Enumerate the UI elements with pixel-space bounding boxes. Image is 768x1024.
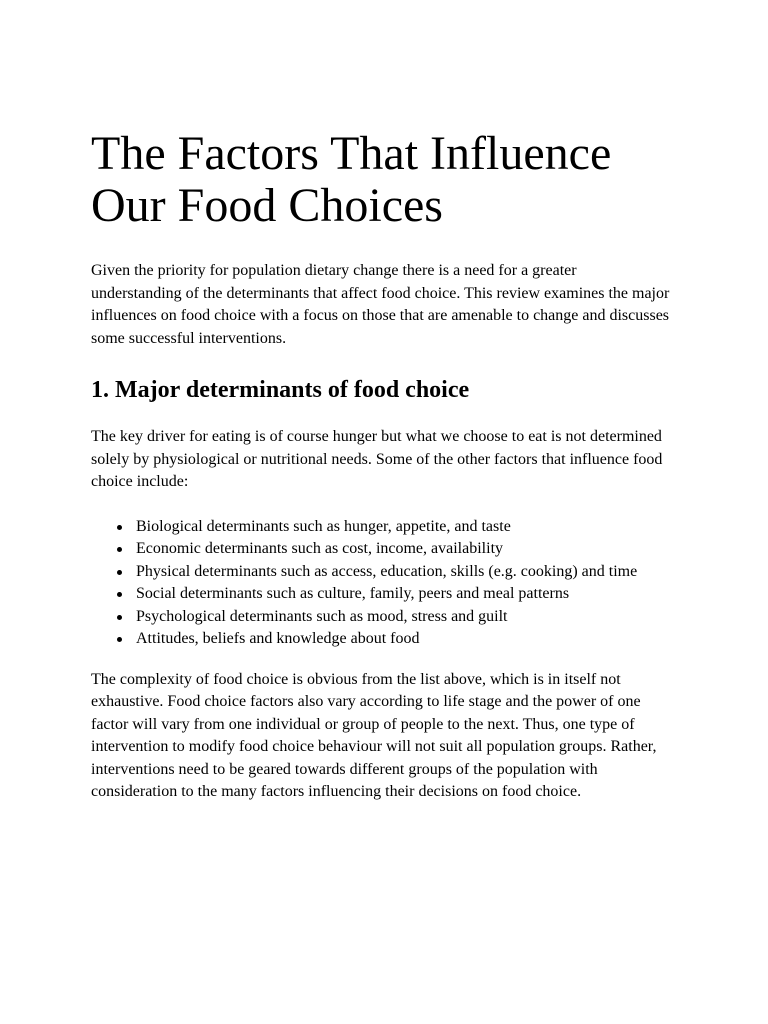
- list-item-text: Biological determinants such as hunger, appetite, and taste: [136, 517, 511, 535]
- bullet-icon: [117, 615, 122, 620]
- list-item-text: Social determinants such as culture, family, peers and meal patterns: [136, 585, 570, 602]
- list-item-text: Psychological determinants such as mood, stress and guilt: [136, 607, 508, 625]
- closing-paragraph: The complexity of food choice is obvious from the list above, which is in itself not exhaustive. Food choice factors also vary according to life stage and the power of one factor will vary from one individual or group of people to the next. Thus, one type of intervention to modify food choice behaviour will not suit all population groups. Rather, interventions need to be geared towards different groups of the population with consideration to the many factors influencing their decisions on food choice.: [91, 670, 657, 800]
- list-item: [136, 583, 656, 606]
- list-item: [136, 561, 656, 584]
- page-title-line-2: Our Food Choices: [91, 179, 443, 232]
- determinants-list: [91, 516, 656, 651]
- page-title: [91, 128, 691, 232]
- list-item: [136, 606, 656, 629]
- list-item: [136, 516, 656, 539]
- bullet-icon: [117, 592, 122, 597]
- list-item: [136, 628, 656, 651]
- intro-paragraph: Given the priority for population dietary change there is a need for a greater understanding of the determinants that affect food choice. This review examines the major influences on food choice with a focus on those that are amenable to change and discusses some successful interventions.: [91, 262, 670, 347]
- list-item-text: Economic determinants such as cost, income, availability: [136, 540, 504, 557]
- bullet-icon: [117, 637, 122, 642]
- bullet-icon: [117, 525, 122, 530]
- section-heading: 1. Major determinants of food choice: [91, 377, 470, 403]
- list-item: [136, 538, 656, 561]
- list-item-text: Physical determinants such as access, education, skills (e.g. cooking) and time: [136, 562, 638, 580]
- bullet-icon: [117, 570, 122, 575]
- section-paragraph: The key driver for eating is of course hunger but what we choose to eat is not determined solely by physiological or nutritional needs. Some of the other factors that influence food choice include:: [91, 428, 663, 490]
- document-page: [91, 128, 691, 804]
- list-item-text: Attitudes, beliefs and knowledge about food: [136, 630, 420, 647]
- page-title-line-1: The Factors That Influence: [91, 127, 612, 180]
- bullet-icon: [117, 547, 122, 552]
